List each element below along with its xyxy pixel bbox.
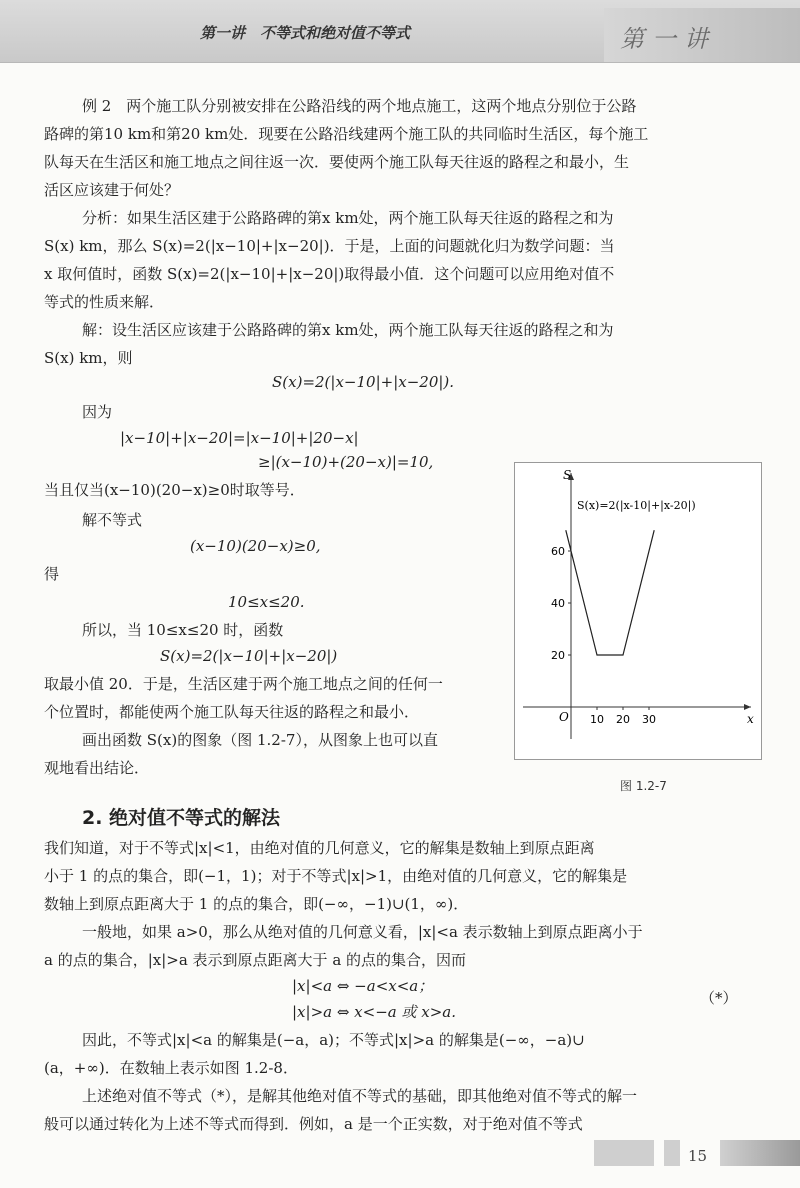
- solution-solve-label: 解不等式: [82, 511, 143, 529]
- section2-star-mark: （*）: [700, 989, 738, 1007]
- x-tick-label: 20: [616, 713, 630, 726]
- solution-equation-3: ≥|(x−10)+(20−x)|=10,: [258, 453, 434, 471]
- solution-because: 因为: [82, 403, 113, 421]
- y-tick-label: 60: [551, 545, 565, 558]
- origin-label: O: [559, 710, 569, 724]
- section2-equation-1: |x|<a ⇔ −a<x<a；: [292, 977, 434, 995]
- x-tick-label: 30: [642, 713, 656, 726]
- section2-line-9: 般可以通过转化为上述不等式而得到．例如，a 是一个正实数，对于绝对值不等式: [44, 1115, 583, 1133]
- header-chapter-label: 第一讲: [620, 25, 716, 53]
- solution-so-line: 所以，当 10≤x≤20 时，函数: [82, 621, 284, 639]
- function-label: S(x)=2(|x-10|+|x-20|): [577, 499, 696, 512]
- solution-min-line-2: 个位置时，都能使两个施工队每天往返的路程之和最小．: [44, 703, 420, 721]
- x-tick-label: 10: [590, 713, 604, 726]
- figure-caption: 图 1.2-7: [620, 779, 667, 793]
- function-curve: [566, 530, 654, 655]
- solution-min-line-1: 取最小值 20．于是，生活区建于两个施工地点之间的任何一: [44, 675, 443, 693]
- footer-decoration: [664, 1140, 680, 1166]
- solution-equation-4: (x−10)(20−x)≥0,: [190, 537, 321, 555]
- figure-frame: [514, 462, 762, 760]
- y-tick-label: 20: [551, 649, 565, 662]
- section2-line-3: 数轴上到原点距离大于 1 的点的集合，即(−∞，−1)∪(1，∞)．: [44, 895, 469, 913]
- y-tick-label: 40: [551, 597, 565, 610]
- x-axis-label: x: [747, 712, 754, 726]
- section2-line-7: (a，+∞)．在数轴上表示如图 1.2-8．: [44, 1059, 298, 1077]
- solution-graph-line-1: 画出函数 S(x)的图象（图 1.2-7），从图象上也可以直: [82, 731, 438, 749]
- section2-line-8: 上述绝对值不等式（*），是解其他绝对值不等式的基础，即其他绝对值不等式的解一: [82, 1087, 638, 1105]
- section2-line-1: 我们知道，对于不等式|x|<1，由绝对值的几何意义，它的解集是数轴上到原点距离: [44, 839, 595, 857]
- header-title: 第一讲 不等式和绝对值不等式: [200, 24, 411, 42]
- y-axis-label: S: [563, 468, 572, 482]
- section2-line-4: 一般地，如果 a>0，那么从绝对值的几何意义看，|x|<a 表示数轴上到原点距离小于: [82, 923, 643, 941]
- analysis-line-2: S(x) km，那么 S(x)=2(|x−10|+|x−20|)．于是，上面的问题就化归为数学问题：当: [44, 237, 615, 255]
- footer-decoration: [594, 1140, 654, 1166]
- function-graph: [515, 463, 761, 759]
- solution-line-2: S(x) km，则: [44, 349, 133, 367]
- solution-equation-2: |x−10|+|x−20|=|x−10|+|20−x|: [120, 429, 359, 447]
- example-line-1: 例 2 两个施工队分别被安排在公路沿线的两个地点施工，这两个地点分别位于公路: [82, 97, 637, 115]
- example-line-4: 活区应该建于何处？: [44, 181, 180, 199]
- example-line-3: 队每天在生活区和施工地点之间往返一次．要使两个施工队每天往返的路程之和最小，生: [44, 153, 630, 171]
- analysis-line-3: x 取何值时，函数 S(x)=2(|x−10|+|x−20|)取得最小值．这个问题可以应用绝对值不: [44, 265, 615, 283]
- page-header: [0, 0, 800, 63]
- solution-equation-6: S(x)=2(|x−10|+|x−20|): [160, 647, 338, 665]
- analysis-line-1: 分析：如果生活区建于公路路碑的第x km处，两个施工队每天往返的路程之和为: [82, 209, 614, 227]
- section2-equation-2: |x|>a ⇔ x<−a 或 x>a.: [292, 1003, 456, 1021]
- solution-equality-condition: 当且仅当(x−10)(20−x)≥0时取等号．: [44, 481, 305, 499]
- solution-equation-1: S(x)=2(|x−10|+|x−20|).: [272, 373, 455, 391]
- section2-line-6: 因此，不等式|x|<a 的解集是(−a，a)；不等式|x|>a 的解集是(−∞，−a)∪: [82, 1031, 585, 1049]
- footer-decoration: [720, 1140, 800, 1166]
- header-chapter-tab: [604, 8, 800, 62]
- section2-line-2: 小于 1 的点的集合，即(−1，1)；对于不等式|x|>1，由绝对值的几何意义，它的解集是: [44, 867, 628, 885]
- solution-graph-line-2: 观地看出结论．: [44, 759, 150, 777]
- example-line-2: 路碑的第10 km和第20 km处．现要在公路沿线建两个施工队的共同临时生活区，每个施工: [44, 125, 649, 143]
- solution-equation-5: 10≤x≤20.: [228, 593, 305, 611]
- section2-line-5: a 的点的集合，|x|>a 表示到原点距离大于 a 的点的集合，因而: [44, 951, 467, 969]
- analysis-line-4: 等式的性质来解．: [44, 293, 165, 311]
- page-number: 15: [688, 1147, 708, 1165]
- section-title: 2. 绝对值不等式的解法: [82, 807, 281, 829]
- x-axis-arrow: [744, 704, 751, 710]
- solution-line-1: 解：设生活区应该建于公路路碑的第x km处，两个施工队每天往返的路程之和为: [82, 321, 614, 339]
- solution-get-label: 得: [44, 565, 60, 583]
